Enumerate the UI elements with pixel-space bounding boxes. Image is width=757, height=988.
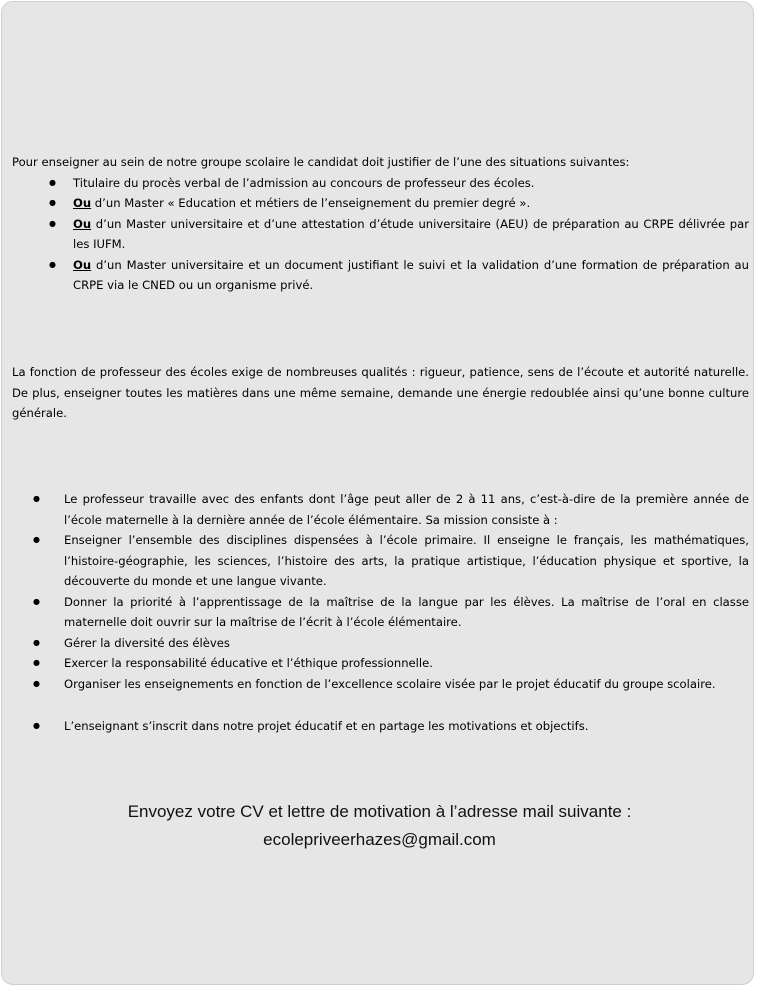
requirement-text: d’un Master universitaire et un document justifiant le suivi et la validation d’une formation de préparation au CRPE via le CNED ou un organisme privé. [73,257,749,292]
requirement-prefix: Ou [73,257,92,272]
task-item: ● Le professeur travaille avec des enfants dont l’âge peut aller de 2 à 11 ans, c’est-à-dire de la première année de l’école maternelle à la dernière année de l’école élémentaire. Sa mission consiste à : [12,489,749,530]
requirement-text: d’un Master « Education et métiers de l’enseignement du premier degré ». [91,196,531,210]
requirement-item [12,193,749,214]
task-item: ● Enseigner l’ensemble des disciplines dispensées à l’école primaire. Il enseigne le français, les mathématiques, l’histoire-géographie, les sciences, l’histoire des arts, la pratique artistique, l’éducation physique et sportive, la découverte du monde et une langue vivante. [12,530,749,592]
task-item: ● Gérer la diversité des élèves [12,633,749,654]
qualities-paragraph: La fonction de professeur des écoles exige de nombreuses qualités : rigueur, patience, sens de l’écoute et autorité naturelle. De plus, enseigner toutes les matières dans une même semaine, demande une énergie redoublée ainsi qu’une bonne culture générale. [12,365,749,420]
requirement-item [12,173,749,194]
requirements-section [12,152,749,296]
task-item: ● Exercer la responsabilité éducative et l’éthique professionnelle. [12,653,749,674]
tasks-list [12,489,749,694]
closing-item: ● L’enseignant s’inscrit dans notre projet éducatif et en partage les motivations et objectifs. [12,716,749,737]
requirement-item [12,255,749,296]
task-item: ● Donner la priorité à l’apprentissage de la maîtrise de la langue par les élèves. La maîtrise de l’oral en classe maternelle doit ouvrir sur la maîtrise de l’écrit à l’école élémentaire. [12,592,749,633]
requirements-list [12,173,749,296]
closing-list [12,716,749,737]
requirement-text: Titulaire du procès verbal de l’admission au concours de professeur des écoles. [73,175,535,190]
requirement-prefix: Ou [73,196,92,210]
tasks-section [12,489,749,737]
requirement-item [12,214,749,255]
requirement-text: d’un Master universitaire et d’une attestation d’étude universitaire (AEU) de préparation au CRPE délivrée par les IUFM. [73,216,749,251]
requirements-intro: Pour enseigner au sein de notre groupe scolaire le candidat doit justifier de l’une des situations suivantes: [12,155,630,169]
task-item: ● Organiser les enseignements en fonction de l’excellence scolaire visée par le projet éducatif du groupe scolaire. [12,674,749,695]
requirement-prefix: Ou [73,216,92,231]
job-posting-card [1,1,754,985]
contact-email[interactable]: ecolepriveerhazes@gmail.com [263,830,496,849]
call-to-action [2,798,757,854]
cta-text: Envoyez votre CV et lettre de motivation à l’adresse mail suivante : [127,802,632,821]
spacer [12,694,749,716]
